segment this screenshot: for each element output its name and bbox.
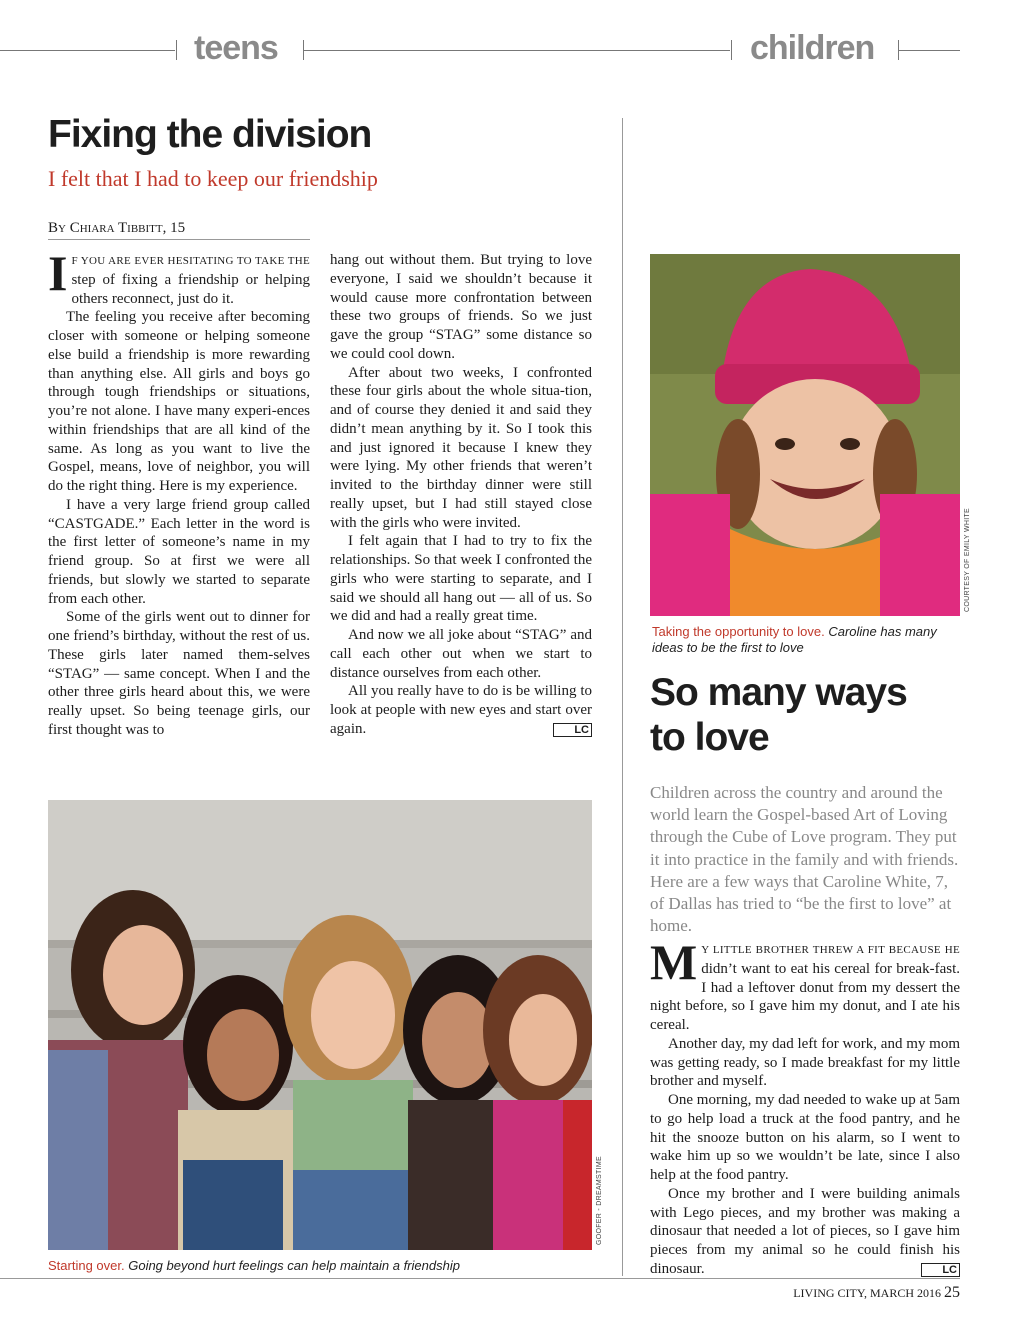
child-photo-illustration [650, 254, 960, 616]
lead-smallcaps: F YOU ARE EVER HESITATING TO TAKE THE [71, 255, 310, 267]
article2-title: So many ways to love [650, 671, 907, 759]
header-rule-right [899, 50, 960, 51]
page-number: 25 [944, 1284, 960, 1301]
header-tick [731, 40, 732, 60]
paragraph: After about two weeks, I confronted these four girls about the whole situa-tion, and of course they denied it and said they didn’t mean anything by it. So I took this and just ignored it because I knew they were lying. My other friends that weren’t invited to the birthday dinner were still really upset, but I had still stayed close with the girls who were invited. [330, 364, 592, 531]
byline-rule [48, 239, 310, 240]
paragraph [650, 1185, 960, 1279]
article-title: Fixing the division [48, 113, 372, 156]
photo-credit: GOOFER - DREAMSTIME [596, 1156, 603, 1245]
group-photo [48, 800, 592, 1250]
end-mark-icon: LC [921, 1263, 960, 1277]
drop-cap: I [48, 245, 68, 301]
paragraph-text: Once my brother and I were building animals with Lego pieces, and my brother was making a dinosaur that needed a lot of pieces, so I gave him pieces from my animal so he could finish his dinosaur. [650, 1185, 960, 1277]
paragraph: I have a very large friend group called “CASTGADE.” Each letter in the word is the first letter of someone’s name in my friend group. So at first we were all friends, but slowly we started to separate from each other. [48, 496, 310, 607]
article2-intro: Children across the country and around the world learn the Gospel-based Art of Loving through the Cube of Love program. They put it into practice in the family and with friends. Here are a few ways that Caroline White, 7, of Dallas has tried to “be the first to love” at home. [650, 783, 959, 936]
paragraph: One morning, my dad needed to wake up at 5am to go help load a truck at the food pantry, and he hit the snooze button on his alarm, so I went to wake him up so we wouldn’t be late, since I also help at the food pantry. [650, 1092, 960, 1183]
article2-body [650, 934, 960, 1279]
article1-column-1 [48, 245, 310, 740]
paragraph: The feeling you receive after becoming closer with someone or helping someone else build a friendship is more rewarding than anything else. All girls and boys go through tough friendships or situations, you’re not alone. I have many experi-ences within friendships that are all kind of the same. As long as you want to live the Gospel, means, love of neighbor, you will do the right thing. Here is my experience. [48, 309, 310, 494]
group-photo-illustration [48, 800, 592, 1250]
lead-paragraph [650, 934, 960, 1035]
byline-author: Chiara Tibbitt [69, 220, 163, 236]
child-photo-caption [652, 624, 962, 656]
paragraph [330, 682, 592, 738]
paragraph: hang out without them. But trying to love everyone, I said we shouldn’t because it would cause more confrontation between these two groups of friends. So we just gave the group “STAG” some distance so we could cool down. [330, 252, 592, 362]
footer-rule [0, 1278, 960, 1279]
section-label-children: children [750, 29, 875, 67]
caption-lead: Taking the opportunity to love. [652, 624, 825, 639]
lead-rest: didn’t want to eat his cereal for break-fast. I had a leftover donut from my dessert the night before, so I gave him my donut, and I ate his cereal. [650, 960, 960, 1033]
byline [48, 219, 185, 237]
byline-prefix: By [48, 220, 66, 236]
paragraph: Another day, my dad left for work, and my mom was getting ready, so I made breakfast for my little brother and myself. [650, 1035, 960, 1090]
lead-paragraph [48, 245, 310, 308]
paragraph-text: All you really have to do is be willing to look at people with new eyes and start over again. [330, 683, 592, 737]
child-photo [650, 254, 960, 616]
caption-text: Caroline has many ideas to be the first to love [652, 624, 937, 655]
paragraph: And now we all joke about “STAG” and call each other out when we start to distance ourselves from each other. [330, 627, 592, 681]
header-rule-left [0, 50, 175, 51]
drop-cap: M [650, 934, 698, 990]
page-footer [793, 1284, 960, 1302]
article1-column-2 [330, 251, 592, 739]
lead-rest: step of fixing a friendship or helping others reconnect, just do it. [71, 271, 310, 307]
paragraph: I felt again that I had to try to fix the relationships. So that week I confronted the girls who were starting to separate, and I said we should all hang out — all of us. So we did and had a really great time. [330, 533, 592, 625]
caption-lead: Starting over. [48, 1258, 125, 1273]
article-subtitle: I felt that I had to keep our friendship [48, 166, 378, 191]
column-divider [622, 118, 623, 1276]
header-rule-middle [304, 50, 730, 51]
publication-name: LIVING CITY, MARCH 2016 [793, 1286, 941, 1300]
group-photo-caption [48, 1258, 608, 1274]
header-tick [176, 40, 177, 60]
section-label-teens: teens [194, 29, 278, 67]
photo-credit: COURTESY OF EMILY WHITE [964, 507, 971, 612]
lead-smallcaps: Y LITTLE BROTHER THREW A FIT BECAUSE HE [701, 944, 960, 956]
end-mark-icon: LC [553, 723, 592, 737]
paragraph: Some of the girls went out to dinner for one friend’s birthday, without the rest of us. These girls later named them-selves “STAG” — same concept. When I and the other three girls heard about this, we were really upset. So being teenage girls, our first thought was to [48, 609, 310, 738]
caption-text: Going beyond hurt feelings can help maintain a friendship [124, 1258, 460, 1273]
byline-age: , 15 [162, 220, 186, 236]
